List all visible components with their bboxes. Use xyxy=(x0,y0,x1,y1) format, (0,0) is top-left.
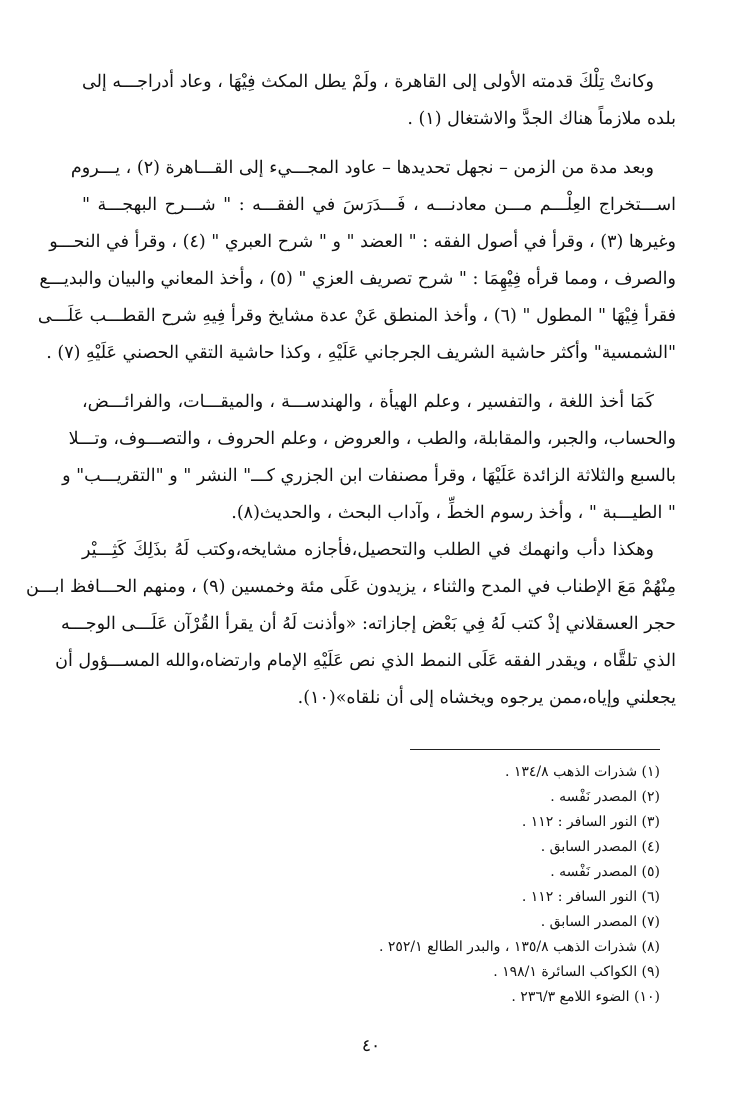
text-line: فقرأ فِيْهَا " المطول " (٦) ، وأخذ المنطق عَنْ عدة مشايخ وقرأ فِيهِ شرح القطـــب عَلَـــى xyxy=(37,306,676,326)
text-line: "الشمسية" وأكثر حاشية الشريف الجرجاني عَلَيْهِ ، وكذا حاشية التقي الحصني عَلَيْهِ (٧) . xyxy=(46,343,676,363)
text-line: وهكذا دأب وانهمك في الطلب والتحصيل،فأجازه مشايخه،وكتب لَهُ بذَلِكَ كَثِـــيْر xyxy=(82,540,654,560)
footnote-item: (٣) النور السافر : ١١٢ . xyxy=(521,814,660,830)
text-line: بالسبع والثلاثة الزائدة عَلَيْهَا ، وقرأ مصنفات ابن الجزري كـــ" النشر " و "التقريـــب" و xyxy=(62,466,676,486)
footnote-item: (٧) المصدر السابق . xyxy=(540,914,660,930)
text-line: مِنْهُمْ مَعَ الإطناب في المدح والثناء ، يزيدون عَلَى مئة وخمسين (٩) ، ومنهم الحـــافظ ابـــن xyxy=(25,577,676,597)
text-line: وبعد مدة من الزمن – نجهل تحديدها – عاود المجـــيء إلى القـــاهرة (٢) ، يـــروم xyxy=(70,158,654,178)
text-line: يجعلني وإياه،ممن يرجوه ويخشاه إلى أن نلقاه»(١٠). xyxy=(297,688,676,708)
footnote-item: (٩) الكواكب السائرة ١٩٨/١ . xyxy=(493,964,660,980)
text-line: والحساب، والجبر، والمقابلة، والطب ، والعروض ، وعلم الحروف ، والتصـــوف، وتـــلا xyxy=(68,429,676,449)
footnote-item: (٦) النور السافر : ١١٢ . xyxy=(521,889,660,905)
footnote-item: (١٠) الضوء اللامع ٢٣٦/٣ . xyxy=(511,989,660,1005)
text-line: اســـتخراج العِلْـــم مـــن معادنـــه ، فَـــدَرَسَ في الفقـــه : " شـــرح البهجـــة " xyxy=(82,195,676,215)
paragraph-gap xyxy=(82,138,676,150)
footnote-item: (٤) المصدر السابق . xyxy=(540,839,660,855)
footnote-item: (٢) المصدر نَفْسه . xyxy=(550,789,660,805)
paragraph-gap xyxy=(82,372,676,384)
text-line: وكانتْ تِلْكَ قدمته الأولى إلى القاهرة ، ولَمْ يطل المكث فِيْهَا ، وعاد أدراجـــه إلى xyxy=(82,72,654,92)
page-number: ٤٠ xyxy=(361,1036,381,1056)
text-line: والصرف ، ومما قرأه فِيْهِمَا : " شرح تصريف العزي " (٥) ، وأخذ المعاني والبيان والبديـــع xyxy=(39,269,676,289)
text-line: وغيرها (٣) ، وقرأ في أصول الفقه : " العضد " و " شرح العبري " (٤) ، وقرأ في النحـــو xyxy=(49,232,676,252)
footnote-item: (٨) شذرات الذهب ١٣٥/٨ ، والبدر الطالع ٢٥٢/١ . xyxy=(378,939,660,955)
text-line: " الطيـــبة " ، وأخذ رسوم الخطِّ ، وآداب البحث ، والحديث(٨). xyxy=(231,503,676,523)
footnote-item: (١) شذرات الذهب ١٣٤/٨ . xyxy=(504,764,660,780)
paragraph xyxy=(62,384,676,532)
text-line: كَمَا أخذ اللغة ، والتفسير ، وعلم الهيأة ، والهندســـة ، والميقـــات، والفرائـــض، xyxy=(82,392,654,412)
footnote-divider xyxy=(410,749,660,750)
footnotes-list xyxy=(160,760,660,1010)
text-line: حجر العسقلاني إذْ كتب لَهُ فِي بَعْض إجازاته: «وأذنت لَهُ أن يقرأ القُرْآن عَلَـــى الوجـــه xyxy=(61,614,676,634)
paragraph xyxy=(25,532,676,717)
paragraph xyxy=(37,150,676,372)
footnote-item: (٥) المصدر نَفْسه . xyxy=(550,864,660,880)
main-text xyxy=(25,64,676,717)
text-line: الذي تلقَّاه ، ويقدر الفقه عَلَى النمط الذي نص عَلَيْهِ الإمام وارتضاه،والله المســـؤول أن xyxy=(55,651,676,671)
text-line: بلده ملازماً هناك الجدَّ والاشتغال (١) . xyxy=(407,109,676,129)
paragraph xyxy=(82,64,676,138)
